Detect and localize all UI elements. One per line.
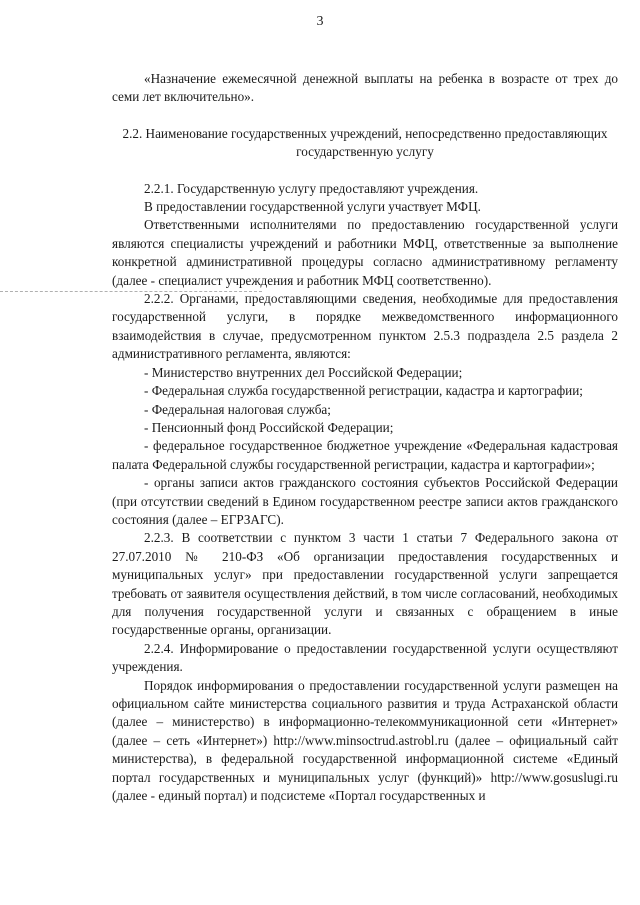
document-body [112,70,618,805]
paragraph: 2.2.3. В соответствии с пунктом 3 части 1 статьи 7 Федерального закона от 27.07.2010 № 210-ФЗ «Об организации предоставления государственных и муниципальных услуг» при предоставлении государственной услуги запрещается требовать от заявителя осуществления действий, в том числе согласований, необходимых для получения государственной услуги и связанных с обращением в иные государственные органы, организации. [112,530,618,638]
paragraph: 2.2.4. Информирование о предоставлении государственной услуги осуществляют учреждения. [112,640,618,675]
list-item: - Пенсионный фонд Российской Федерации; [144,419,394,435]
paragraph: 2.2.2. Органами, предоставляющими сведения, необходимые для предоставления государственной услуги, в порядке межведомственного информационного взаимодействия в случае, предусмотренном пунктом 2.5.3 подраздела 2.5 раздела 2 административного регламента, являются: [112,291,618,362]
list-item: - органы записи актов гражданского состояния субъектов Российской Федерации (при отсутствии сведений в Едином государственном реестре записи актов гражданского состояния (далее – ЕГРЗАГС). [112,475,618,527]
paragraph: Порядок информирования о предоставлении государственной услуги размещен на официальном сайте министерства социального развития и труда Астраханской области (далее – министерство) в информационно-телекоммуникационной сети «Интернет» (далее – сеть «Интернет») http://www.minsoctrud.astrobl.ru (далее – официальный сайт министерства), в федеральной государственной информационной системе «Единый портал государственных и муниципальных услуг (функций)» http://www.gosuslugi.ru (далее - единый портал) и подсистеме «Портал государственных и [112,677,618,804]
paragraph: «Назначение ежемесячной денежной выплаты на ребенка в возрасте от трех до семи лет включительно». [112,71,618,105]
section-heading: 2.2. Наименование государственных учреждений, непосредственно предоставляющих государственную услугу [122,125,608,160]
paragraph: Ответственными исполнителями по предоставлению государственной услуги являются специалисты учреждений и работники МФЦ, ответственные за выполнение конкретной административной процедуры согласно административному регламенту (далее - специалист учреждения и работник МФЦ соответственно). [112,217,618,288]
list-item: - федеральное государственное бюджетное учреждение «Федеральная кадастровая палата Федеральной службы государственной регистрации, кадастра и картографии»; [112,438,618,472]
paragraph: 2.2.1. Государственную услугу предоставляют учреждения. [144,180,479,196]
list-item: - Федеральная служба государственной регистрации, кадастра и картографии; [144,383,583,399]
list-item: - Федеральная налоговая служба; [144,401,331,417]
list-item: - Министерство внутренних дел Российской Федерации; [144,364,463,380]
paragraph: В предоставлении государственной услуги участвует МФЦ. [144,199,481,215]
page-number: 3 [316,14,324,29]
